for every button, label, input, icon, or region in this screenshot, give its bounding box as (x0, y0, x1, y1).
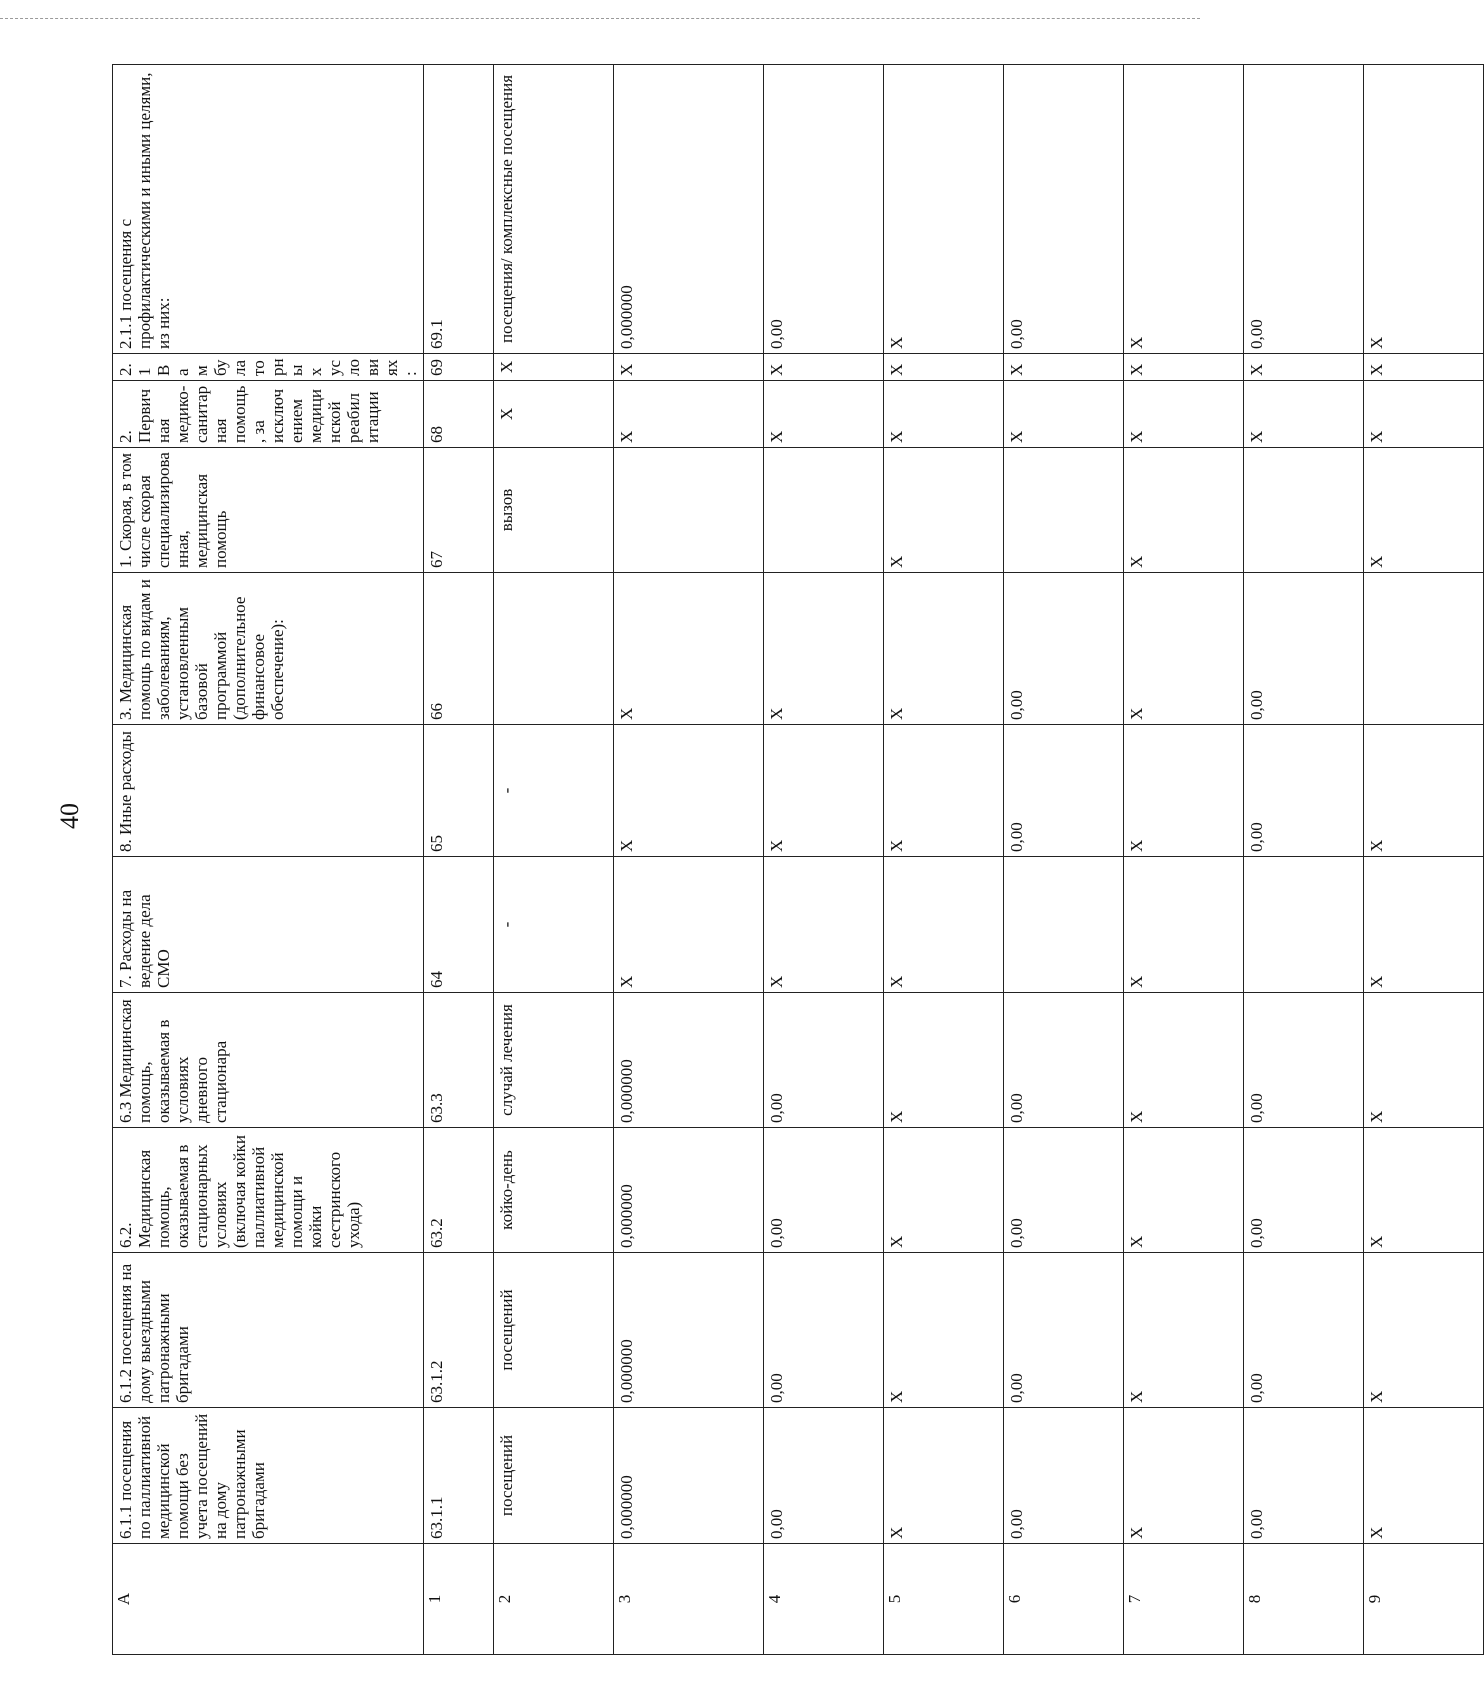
table-cell (614, 448, 764, 573)
table-cell: 63.1.1 (424, 1408, 494, 1544)
rotated-table-container (112, 64, 1386, 1655)
table-cell: койко-день (494, 1128, 614, 1253)
table-cell: X (1364, 725, 1484, 857)
table-cell (494, 573, 614, 725)
table-cell: 63.1.2 (424, 1253, 494, 1408)
data-table (112, 64, 1484, 1655)
field-row-col-9 (1364, 65, 1484, 1655)
field-row-col-6 (1004, 65, 1124, 1655)
table-cell: X (1124, 725, 1244, 857)
table-cell: X (614, 381, 764, 448)
row-label: 2.1.1 посещения с профилактическими и иными целями, из них: (113, 65, 424, 354)
table-cell: X (884, 573, 1004, 725)
table-cell: 0,00 (764, 1253, 884, 1408)
table-cell: 0,00 (1004, 993, 1124, 1128)
table-cell: X (1364, 857, 1484, 993)
row-label: 6.1.2 посещения на дому выездными патронажными бригадами (113, 1253, 424, 1408)
table-cell: 0,00 (764, 993, 884, 1128)
table-cell: X (764, 381, 884, 448)
column-header: 3 (614, 1544, 764, 1655)
table-cell: X (1124, 381, 1244, 448)
field-row-name (113, 65, 424, 1655)
table-cell: 0,000000 (614, 1128, 764, 1253)
table-cell: 63.3 (424, 993, 494, 1128)
table-cell: X (614, 573, 764, 725)
table-cell (1004, 857, 1124, 993)
table-cell: X (1124, 354, 1244, 381)
table-cell: X (494, 381, 614, 448)
table-cell: 0,00 (764, 1408, 884, 1544)
table-cell (1364, 573, 1484, 725)
table-cell: X (1364, 354, 1484, 381)
table-cell: 0,00 (1004, 1253, 1124, 1408)
column-header: 8 (1244, 1544, 1364, 1655)
table-cell: X (1364, 993, 1484, 1128)
table-cell: X (1124, 993, 1244, 1128)
table-cell: 0,00 (1244, 725, 1364, 857)
row-label: 1. Скорая, в том числе скорая специализированная, медицинская помощь (113, 448, 424, 573)
field-row-col-2 (494, 65, 614, 1655)
table-cell: X (1124, 1253, 1244, 1408)
column-header: 6 (1004, 1544, 1124, 1655)
table-cell: 67 (424, 448, 494, 573)
column-header: 7 (1124, 1544, 1244, 1655)
field-row-col-5 (884, 65, 1004, 1655)
table-cell: X (1244, 381, 1364, 448)
field-row-col-8 (1244, 65, 1364, 1655)
table-cell: X (614, 725, 764, 857)
table-cell: X (1124, 1408, 1244, 1544)
table-cell: 68 (424, 381, 494, 448)
table-cell: 0,000000 (614, 1408, 764, 1544)
table-cell: X (614, 857, 764, 993)
table-cell: X (1364, 1408, 1484, 1544)
row-label: 2. Первичная медико-санитарная помощь, за исключением медицинской реабилитации (113, 381, 424, 448)
table-cell: X (764, 725, 884, 857)
table-cell: - (494, 857, 614, 993)
row-label: 7. Расходы на ведение дела СМО (113, 857, 424, 993)
table-cell: X (884, 993, 1004, 1128)
table-cell: 0,00 (1004, 725, 1124, 857)
table-cell: 0,00 (1244, 65, 1364, 354)
table-cell: случай лечения (494, 993, 614, 1128)
table-cell (764, 448, 884, 573)
table-cell: 0,00 (1004, 1408, 1124, 1544)
table-cell: 69.1 (424, 65, 494, 354)
row-label: 6.2. Медицинская помощь, оказываемая в стационарных условиях (включая койки паллиативной медицинской помощи и койки сестринского ухода) (113, 1128, 424, 1253)
table-cell: X (1124, 65, 1244, 354)
row-label: 2.1 В амбулаторных условиях: (113, 354, 424, 381)
table-cell: 0,00 (1004, 65, 1124, 354)
field-row-col-4 (764, 65, 884, 1655)
table-cell: X (1004, 354, 1124, 381)
table-cell: X (884, 725, 1004, 857)
table-cell: 0,00 (764, 65, 884, 354)
table-cell: 63.2 (424, 1128, 494, 1253)
table-cell: 0,000000 (614, 1253, 764, 1408)
table-cell: X (884, 1128, 1004, 1253)
table-cell: X (764, 857, 884, 993)
table-cell (1244, 857, 1364, 993)
table-cell: X (494, 354, 614, 381)
table-cell: X (1124, 857, 1244, 993)
table-cell (1244, 448, 1364, 573)
table-cell: X (884, 65, 1004, 354)
table-cell: X (1124, 1128, 1244, 1253)
table-cell: 64 (424, 857, 494, 993)
row-label: 3. Медицинская помощь по видам и заболеваниям, установленным базовой программой (дополнительное финансовое обеспечение): (113, 573, 424, 725)
table-cell: X (764, 573, 884, 725)
table-cell: посещений (494, 1253, 614, 1408)
table-cell: X (764, 354, 884, 381)
table-cell: X (884, 1253, 1004, 1408)
table-cell: 0,00 (764, 1128, 884, 1253)
table-cell: 0,000000 (614, 65, 764, 354)
column-header: 2 (494, 1544, 614, 1655)
field-row-col-3 (614, 65, 764, 1655)
table-cell: 0,000000 (614, 993, 764, 1128)
table-cell: X (884, 448, 1004, 573)
table-cell: X (1124, 573, 1244, 725)
table-cell: X (1364, 1128, 1484, 1253)
table-cell: 0,00 (1244, 573, 1364, 725)
table-cell: X (1364, 381, 1484, 448)
table-cell: 69 (424, 354, 494, 381)
table-cell: 65 (424, 725, 494, 857)
column-header: А (113, 1544, 424, 1655)
field-row-col-7 (1124, 65, 1244, 1655)
column-header: 5 (884, 1544, 1004, 1655)
row-label: 6.1.1 посещения по паллиативной медицинской помощи без учета посещений на дому патронажными бригадами (113, 1408, 424, 1544)
table-cell: 0,00 (1004, 573, 1124, 725)
table-cell: X (1364, 448, 1484, 573)
scan-edge-line (0, 18, 1200, 19)
table-cell: X (1244, 354, 1364, 381)
table-cell: X (1124, 448, 1244, 573)
table-body (113, 65, 1484, 1655)
column-header: 1 (424, 1544, 494, 1655)
table-cell: 0,00 (1244, 1128, 1364, 1253)
table-cell: X (1364, 65, 1484, 354)
table-cell: X (884, 381, 1004, 448)
page-number: 40 (55, 803, 84, 829)
table-cell: X (614, 354, 764, 381)
table-cell: посещений (494, 1408, 614, 1544)
column-header: 9 (1364, 1544, 1484, 1655)
table-cell: 0,00 (1244, 1253, 1364, 1408)
table-cell: X (1004, 381, 1124, 448)
row-label: 6.3 Медицинская помощь, оказываемая в условиях дневного стационара (113, 993, 424, 1128)
table-cell: 0,00 (1004, 1128, 1124, 1253)
table-cell: вызов (494, 448, 614, 573)
column-header: 4 (764, 1544, 884, 1655)
table-cell (1004, 448, 1124, 573)
table-cell: X (884, 857, 1004, 993)
field-row-col-1 (424, 65, 494, 1655)
row-label: 8. Иные расходы (113, 725, 424, 857)
table-cell: 0,00 (1244, 1408, 1364, 1544)
table-cell: посещения/ комплексные посещения (494, 65, 614, 354)
table-cell: X (884, 1408, 1004, 1544)
table-cell: 0,00 (1244, 993, 1364, 1128)
table-cell: - (494, 725, 614, 857)
table-cell: X (1364, 1253, 1484, 1408)
table-cell: X (884, 354, 1004, 381)
table-cell: 66 (424, 573, 494, 725)
